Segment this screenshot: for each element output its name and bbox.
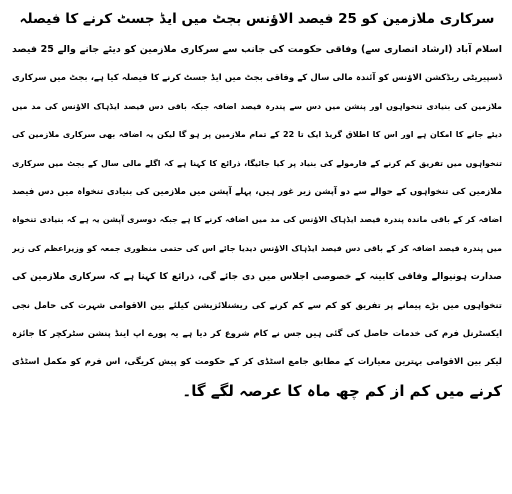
article-line: ملازمین کی تنخواہوں کے حوالے سے دو آپشن زیر غور ہیں، پہلے آپشن میں ملازمین کی بنیادی تنخواہ میں دس فیصد bbox=[12, 186, 502, 197]
article-line: دیئے جانے کا امکان ہے اور اس کا اطلاق گریڈ ایک تا 22 کے تمام ملازمین پر ہو گا لیکن یہ اضافہ بھی سرکاری ملازمین کی bbox=[12, 130, 502, 140]
article-line: ایکسٹرنل فرم کی خدمات حاصل کی گئی ہیں جس نے کام شروع کر دیا ہے یہ پورے اپ اینڈ پنشن سٹرکچر کا جائزہ bbox=[12, 328, 502, 339]
article-line: تنخواہوں میں تفریق کم کرنے کے فارمولے کی بنیاد پر کیا جائیگا، ذرائع کا کہنا ہے کہ اگلے مالی سال کے بجٹ میں سرکاری bbox=[12, 158, 502, 168]
article-line: میں پندرہ فیصد اضافہ کر کے باقی دس فیصد ایڈہاک الاؤنس دیدیا جائے اس کی حتمی منظوری جمعہ کو وزیراعظم کی زیر bbox=[12, 243, 502, 253]
article-line: تنخواہوں میں بڑے پیمانے پر تفریق کو کم سے کم کرنے کی ریشنلائزیشن کیلئے بین الاقوامی شہرت کی حامل نجی bbox=[12, 300, 502, 311]
article-line: اضافہ کر کے باقی ماندہ پندرہ فیصد ایڈہاک الاؤنس کی مد میں اضافہ کرنے کا ہے جبکہ دوسری آپشن یہ ہے کہ بنیادی تنخواہ bbox=[12, 215, 502, 225]
article-headline: سرکاری ملازمین کو 25 فیصد الاؤنس بجٹ میں ایڈ جسٹ کرنے کا فیصلہ bbox=[19, 11, 495, 27]
article-line: صدارت ہونیوالے وفاقی کابینہ کے خصوصی اجلاس میں دی جائے گی، ذرائع کا کہنا ہے کہ سرکاری ملازمین کی bbox=[12, 272, 502, 283]
article-line: ملازمین کی بنیادی تنخواہوں اور پنشن میں دس سے پندرہ فیصد اضافہ جبکہ باقی دس فیصد ایڈہاک الاؤنس کی مد میں bbox=[12, 101, 502, 111]
article-line: لیکر بین الاقوامی بہترین معیارات کے مطابق جامع اسٹڈی کر کے حکومت کو پیش کریگی، اس فرم کو مکمل اسٹڈی bbox=[12, 357, 502, 368]
article-line: اسلام آباد (ارشاد انصاری سے) وفاقی حکومت کی جانب سے سرکاری ملازمین کو دیئے جانے والے 25 فیصد bbox=[12, 44, 502, 55]
article-line: ڈسپیریٹی ریڈکشن الاؤنس کو آئندہ مالی سال کے وفاقی بجٹ میں ایڈ جسٹ کرنے کا فیصلہ کیا ہے، بجٹ میں سرکاری bbox=[12, 73, 502, 84]
article-line: کرنے میں کم از کم چھ ماہ کا عرصہ لگے گا۔ bbox=[182, 381, 502, 400]
article-body bbox=[12, 36, 502, 405]
